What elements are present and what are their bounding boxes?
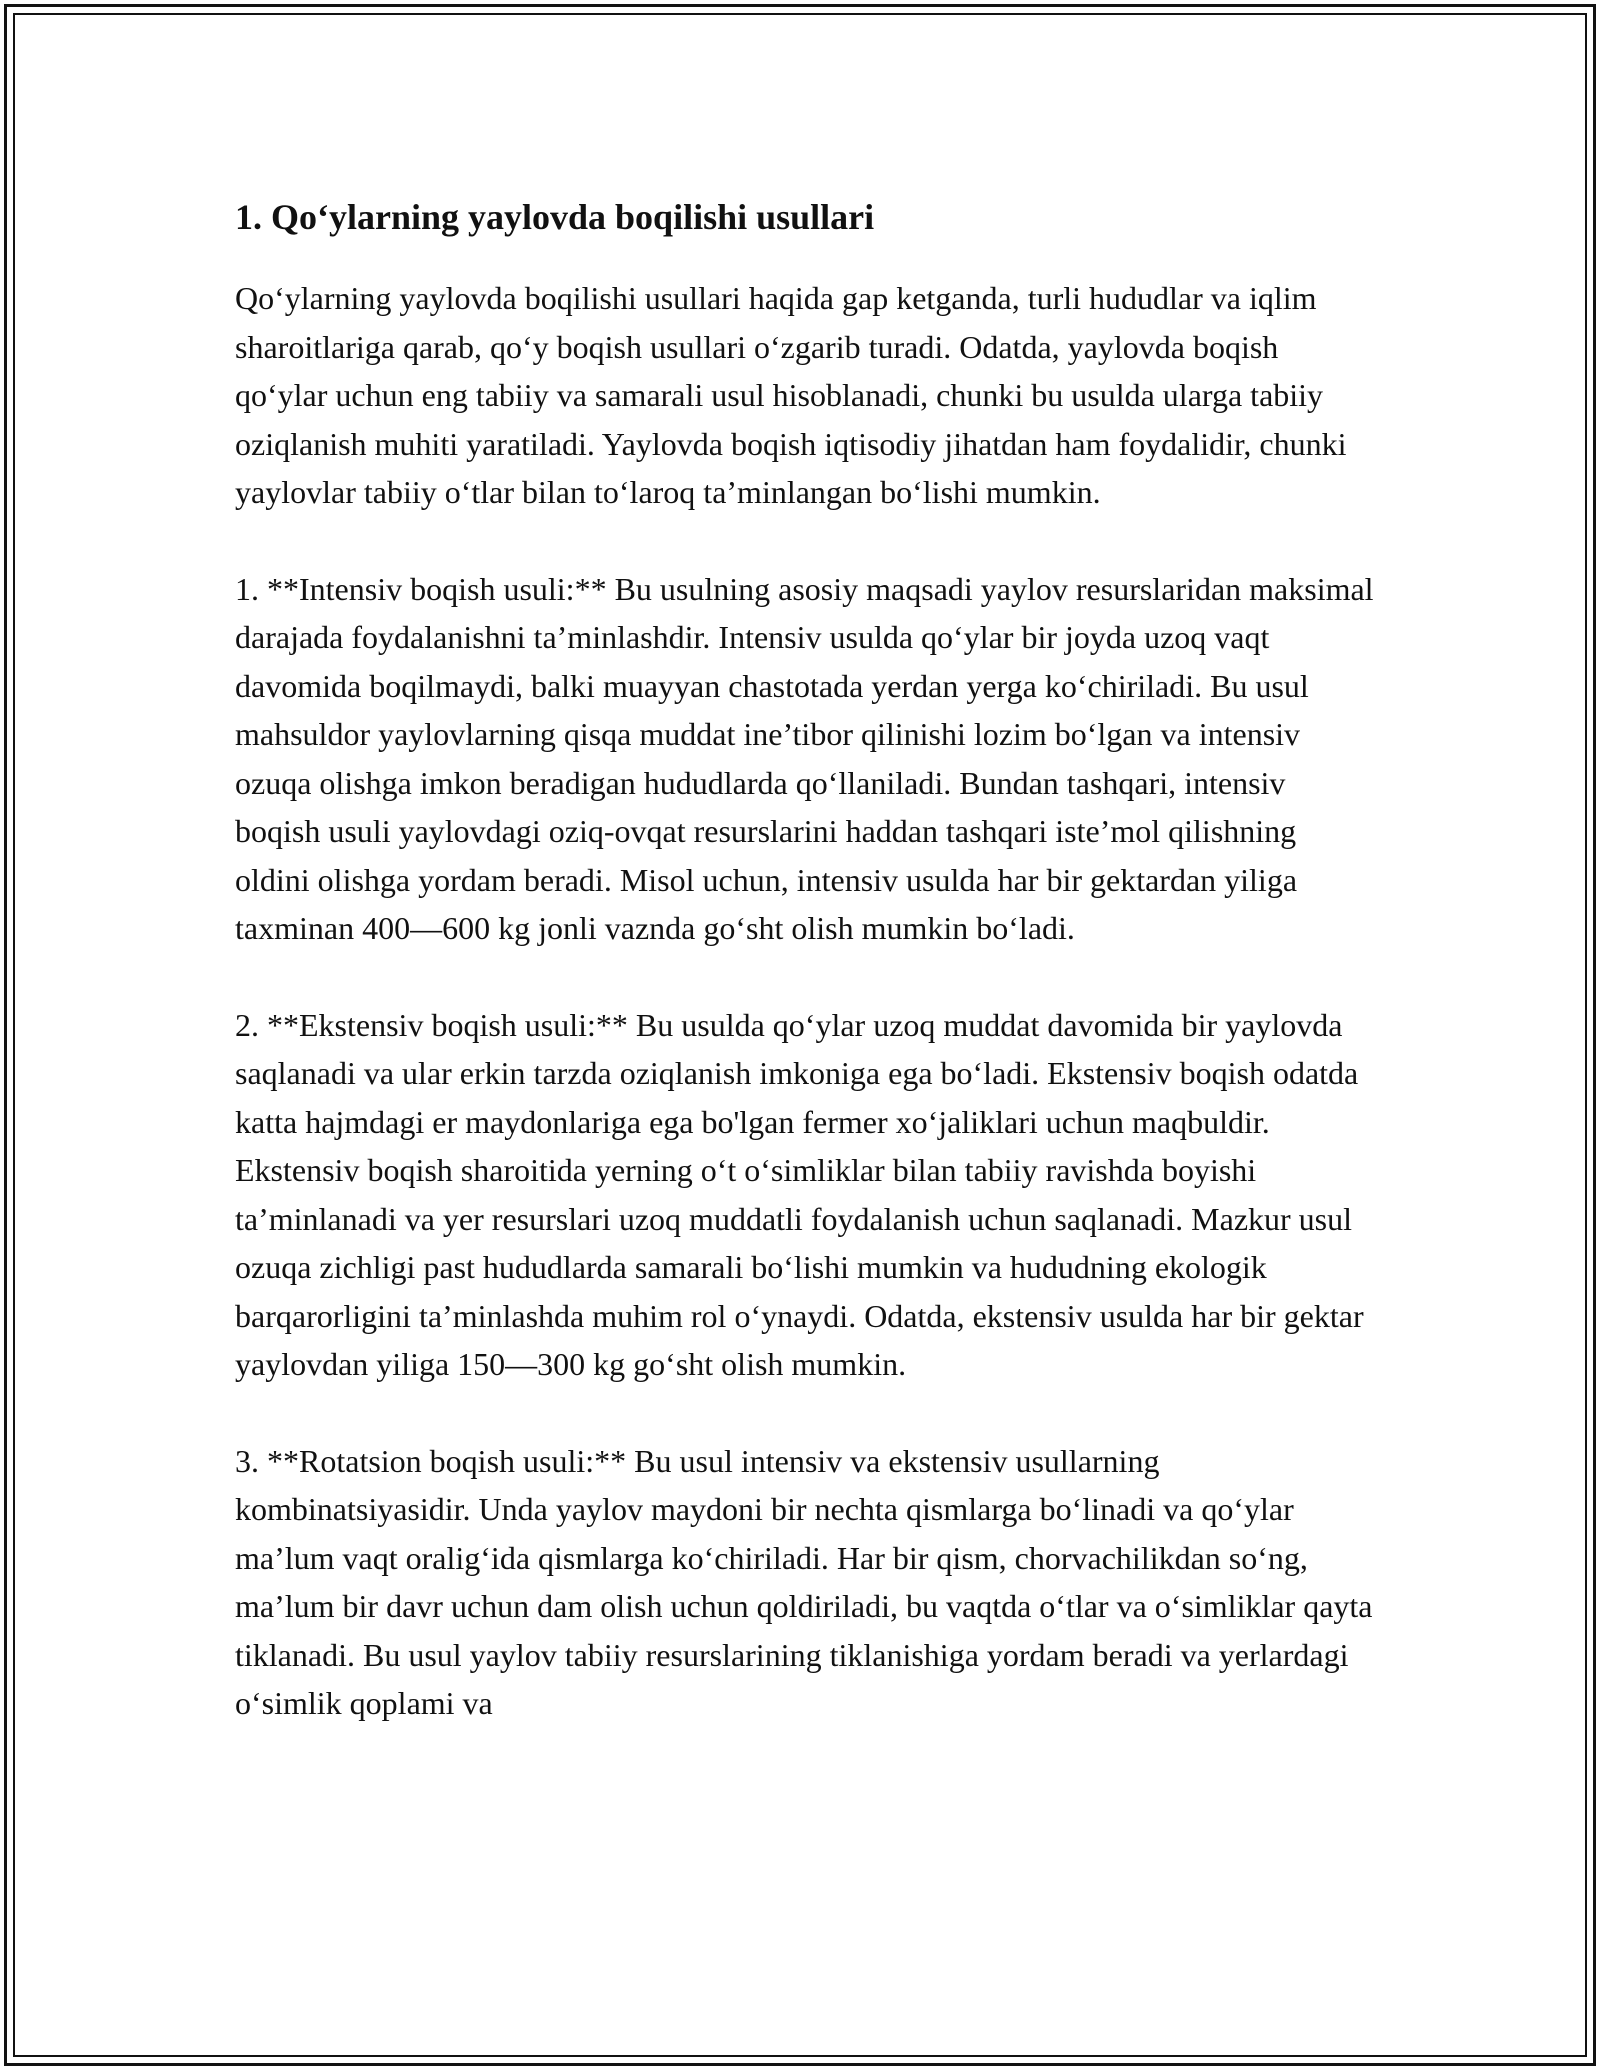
extensive-method-paragraph: 2. **Ekstensiv boqish usuli:** Bu usulda qo‘ylar uzoq muddat davomida bir yaylovda saqlanadi va ular erkin tarzda oziqlanish imkoniga ega bo‘ladi. Ekstensiv boqish odatda katta hajmdagi er maydonlariga ega bo'lgan fermer xo‘jaliklari uchun maqbuldir. Ekstensiv boqish sharoitida yerning o‘t o‘simliklar bilan tabiiy ravishda boyishi ta’minlanadi va yer resurslari uzoq muddatli foydalanish uchun saqlanadi. Mazkur usul ozuqa zichligi past hududlarda samarali bo‘lishi mumkin va hududning ekologik barqarorligini ta’minlashda muhim rol o‘ynaydi. Odatda, ekstensiv usulda har bir gektar yaylovdan yiliga 150—300 kg go‘sht olish mumkin.	[235, 1006, 1364, 1382]
intensive-method-paragraph: 1. **Intensiv boqish usuli:** Bu usulning asosiy maqsadi yaylov resurslaridan maksimal darajada foydalanishni ta’minlashdir. Intensiv usulda qo‘ylar bir joyda uzoq vaqt davomida boqilmaydi, balki muayyan chastotada yerdan yerga ko‘chiriladi. Bu usul mahsuldor yaylovlarning qisqa muddat ine’tibor qilinishi lozim bo‘lgan va intensiv ozuqa olishga imkon beradigan hududlarda qo‘llaniladi. Bundan tashqari, intensiv boqish usuli yaylovdagi oziq-ovqat resurslarini haddan tashqari iste’mol qilishning oldini olishga yordam beradi. Misol uchun, intensiv usulda har bir gektardan yiliga taxminan 400—600 kg jonli vaznda go‘sht olish mumkin bo‘ladi.	[235, 570, 1374, 946]
section-heading: 1. Qo‘ylarning yaylovda boqilishi usullari	[235, 197, 875, 237]
document-body	[235, 180, 1375, 1776]
rotational-method-paragraph: 3. **Rotatsion boqish usuli:** Bu usul intensiv va ekstensiv usullarning kombinatsiyasidir. Unda yaylov maydoni bir nechta qismlarga bo‘linadi va qo‘ylar ma’lum vaqt oralig‘ida qismlarga ko‘chiriladi. Har bir qism, chorvachilikdan so‘ng, ma’lum bir davr uchun dam olish uchun qoldiriladi, bu vaqtda o‘tlar va o‘simliklar qayta tiklanadi. Bu usul yaylov tabiiy resurslarining tiklanishiga yordam beradi va yerlardagi o‘simlik qoplami va	[235, 1442, 1373, 1721]
intro-paragraph: Qo‘ylarning yaylovda boqilishi usullari haqida gap ketganda, turli hududlar va iqlim sharoitlariga qarab, qo‘y boqish usullari o‘zgarib turadi. Odatda, yaylovda boqish qo‘ylar uchun eng tabiiy va samarali usul hisoblanadi, chunki bu usulda ularga tabiiy oziqlanish muhiti yaratiladi. Yaylovda boqish iqtisodiy jihatdan ham foydalidir, chunki yaylovlar tabiiy o‘tlar bilan to‘laroq ta’minlangan bo‘lishi mumkin.	[235, 280, 1347, 510]
